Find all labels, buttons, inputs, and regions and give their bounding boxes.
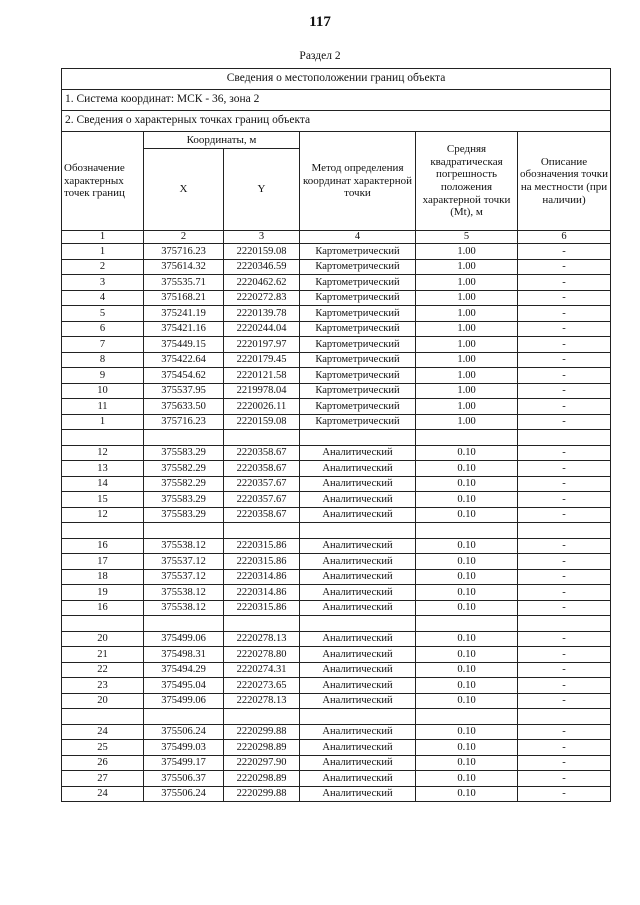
method-cell: Аналитический — [300, 445, 416, 461]
description-cell: - — [518, 445, 611, 461]
description-cell: - — [518, 476, 611, 492]
x-coordinate-cell: 375583.29 — [144, 492, 224, 508]
y-coordinate-cell: 2220297.90 — [224, 755, 300, 771]
empty-cell — [224, 430, 300, 446]
page-number: 117 — [309, 14, 331, 30]
table-row — [62, 368, 611, 384]
table-row — [62, 399, 611, 415]
x-coordinate-cell: 375498.31 — [144, 647, 224, 663]
accuracy-cell: 0.10 — [416, 724, 518, 740]
point-id-cell: 12 — [62, 445, 144, 461]
accuracy-cell: 0.10 — [416, 476, 518, 492]
table-row — [62, 306, 611, 322]
description-cell: - — [518, 507, 611, 523]
description-cell: - — [518, 600, 611, 616]
method-cell: Картометрический — [300, 306, 416, 322]
y-coordinate-cell: 2220357.67 — [224, 492, 300, 508]
accuracy-cell: 1.00 — [416, 414, 518, 430]
accuracy-cell: 1.00 — [416, 306, 518, 322]
method-cell: Картометрический — [300, 290, 416, 306]
method-cell: Аналитический — [300, 786, 416, 802]
header-method: Метод определения координат характерной точки — [300, 132, 416, 231]
table-row — [62, 755, 611, 771]
table-row — [62, 383, 611, 399]
table-row — [62, 461, 611, 477]
method-cell: Аналитический — [300, 476, 416, 492]
accuracy-cell: 0.10 — [416, 492, 518, 508]
y-coordinate-cell: 2220244.04 — [224, 321, 300, 337]
point-id-cell: 16 — [62, 538, 144, 554]
table-row — [62, 554, 611, 570]
description-cell: - — [518, 647, 611, 663]
y-coordinate-cell: 2220358.67 — [224, 445, 300, 461]
empty-cell — [518, 709, 611, 725]
method-cell: Картометрический — [300, 321, 416, 337]
method-cell: Картометрический — [300, 244, 416, 260]
empty-cell — [518, 616, 611, 632]
accuracy-cell: 0.10 — [416, 647, 518, 663]
point-id-cell: 24 — [62, 786, 144, 802]
point-id-cell: 11 — [62, 399, 144, 415]
description-cell: - — [518, 383, 611, 399]
point-id-cell: 8 — [62, 352, 144, 368]
x-coordinate-cell: 375537.12 — [144, 569, 224, 585]
empty-cell — [300, 430, 416, 446]
empty-cell — [62, 709, 144, 725]
accuracy-cell: 0.10 — [416, 662, 518, 678]
column-number-row — [62, 231, 611, 244]
accuracy-cell: 0.10 — [416, 678, 518, 694]
empty-cell — [518, 523, 611, 539]
x-coordinate-cell: 375716.23 — [144, 414, 224, 430]
table-row — [62, 662, 611, 678]
x-coordinate-cell: 375454.62 — [144, 368, 224, 384]
accuracy-cell: 0.10 — [416, 740, 518, 756]
description-cell: - — [518, 755, 611, 771]
table-row — [62, 492, 611, 508]
y-coordinate-cell: 2220121.58 — [224, 368, 300, 384]
y-coordinate-cell: 2220358.67 — [224, 507, 300, 523]
method-cell: Аналитический — [300, 647, 416, 663]
x-coordinate-cell: 375168.21 — [144, 290, 224, 306]
description-cell: - — [518, 631, 611, 647]
point-id-cell: 16 — [62, 600, 144, 616]
table-row — [62, 693, 611, 709]
y-coordinate-cell: 2220197.97 — [224, 337, 300, 353]
point-id-cell: 10 — [62, 383, 144, 399]
description-cell: - — [518, 786, 611, 802]
accuracy-cell: 1.00 — [416, 399, 518, 415]
point-id-cell: 4 — [62, 290, 144, 306]
empty-cell — [416, 709, 518, 725]
table-row — [62, 600, 611, 616]
table-row — [62, 740, 611, 756]
method-cell: Картометрический — [300, 337, 416, 353]
y-coordinate-cell: 2220179.45 — [224, 352, 300, 368]
accuracy-cell: 0.10 — [416, 538, 518, 554]
description-cell: - — [518, 771, 611, 787]
empty-cell — [224, 523, 300, 539]
point-id-cell: 20 — [62, 693, 144, 709]
y-coordinate-cell: 2220315.86 — [224, 538, 300, 554]
description-cell: - — [518, 414, 611, 430]
description-cell: - — [518, 306, 611, 322]
accuracy-cell: 0.10 — [416, 693, 518, 709]
accuracy-cell: 1.00 — [416, 244, 518, 260]
accuracy-cell: 0.10 — [416, 755, 518, 771]
accuracy-cell: 0.10 — [416, 569, 518, 585]
empty-cell — [62, 616, 144, 632]
y-coordinate-cell: 2220314.86 — [224, 585, 300, 601]
x-coordinate-cell: 375633.50 — [144, 399, 224, 415]
table-row — [62, 786, 611, 802]
y-coordinate-cell: 2220278.13 — [224, 693, 300, 709]
description-cell: - — [518, 492, 611, 508]
empty-cell — [224, 616, 300, 632]
x-coordinate-cell: 375494.29 — [144, 662, 224, 678]
section-label: Раздел 2 — [299, 50, 341, 62]
point-id-cell: 23 — [62, 678, 144, 694]
accuracy-cell: 1.00 — [416, 259, 518, 275]
method-cell: Аналитический — [300, 740, 416, 756]
points-heading: 2. Сведения о характерных точках границ объекта — [62, 111, 611, 132]
table-row — [62, 585, 611, 601]
y-coordinate-cell: 2220299.88 — [224, 724, 300, 740]
y-coordinate-cell: 2219978.04 — [224, 383, 300, 399]
method-cell: Картометрический — [300, 368, 416, 384]
description-cell: - — [518, 275, 611, 291]
point-id-cell: 24 — [62, 724, 144, 740]
x-coordinate-cell: 375716.23 — [144, 244, 224, 260]
x-coordinate-cell: 375495.04 — [144, 678, 224, 694]
point-id-cell: 26 — [62, 755, 144, 771]
x-coordinate-cell: 375506.37 — [144, 771, 224, 787]
method-cell: Картометрический — [300, 399, 416, 415]
method-cell: Аналитический — [300, 631, 416, 647]
description-cell: - — [518, 399, 611, 415]
table-row — [62, 569, 611, 585]
point-id-cell: 13 — [62, 461, 144, 477]
method-cell: Картометрический — [300, 414, 416, 430]
table-row — [62, 259, 611, 275]
table-title: Сведения о местоположении границ объекта — [62, 69, 611, 90]
accuracy-cell: 1.00 — [416, 321, 518, 337]
description-cell: - — [518, 585, 611, 601]
table-row — [62, 337, 611, 353]
x-coordinate-cell: 375582.29 — [144, 476, 224, 492]
y-coordinate-cell: 2220299.88 — [224, 786, 300, 802]
x-coordinate-cell: 375506.24 — [144, 786, 224, 802]
point-id-cell: 5 — [62, 306, 144, 322]
description-cell: - — [518, 461, 611, 477]
accuracy-cell: 1.00 — [416, 383, 518, 399]
accuracy-cell: 0.10 — [416, 445, 518, 461]
empty-cell — [416, 616, 518, 632]
y-coordinate-cell: 2220278.13 — [224, 631, 300, 647]
table-row — [62, 414, 611, 430]
description-cell: - — [518, 693, 611, 709]
point-id-cell: 2 — [62, 259, 144, 275]
method-cell: Аналитический — [300, 507, 416, 523]
method-cell: Картометрический — [300, 259, 416, 275]
point-id-cell: 1 — [62, 414, 144, 430]
y-coordinate-cell: 2220272.83 — [224, 290, 300, 306]
y-coordinate-cell: 2220314.86 — [224, 569, 300, 585]
y-coordinate-cell: 2220358.67 — [224, 461, 300, 477]
method-cell: Аналитический — [300, 693, 416, 709]
column-number: 4 — [300, 231, 416, 244]
accuracy-cell: 0.10 — [416, 461, 518, 477]
header-x: X — [144, 149, 224, 231]
point-id-cell: 14 — [62, 476, 144, 492]
x-coordinate-cell: 375499.17 — [144, 755, 224, 771]
method-cell: Аналитический — [300, 492, 416, 508]
accuracy-cell: 0.10 — [416, 507, 518, 523]
method-cell: Картометрический — [300, 352, 416, 368]
point-id-cell: 19 — [62, 585, 144, 601]
point-id-cell: 9 — [62, 368, 144, 384]
y-coordinate-cell: 2220273.65 — [224, 678, 300, 694]
accuracy-cell: 0.10 — [416, 554, 518, 570]
description-cell: - — [518, 290, 611, 306]
table-row — [62, 647, 611, 663]
y-coordinate-cell: 2220346.59 — [224, 259, 300, 275]
accuracy-cell: 0.10 — [416, 771, 518, 787]
accuracy-cell: 0.10 — [416, 600, 518, 616]
description-cell: - — [518, 352, 611, 368]
x-coordinate-cell: 375499.06 — [144, 631, 224, 647]
empty-cell — [518, 430, 611, 446]
description-cell: - — [518, 724, 611, 740]
method-cell: Аналитический — [300, 538, 416, 554]
accuracy-cell: 1.00 — [416, 290, 518, 306]
point-id-cell: 25 — [62, 740, 144, 756]
point-id-cell: 6 — [62, 321, 144, 337]
table-body — [62, 244, 611, 802]
column-number: 6 — [518, 231, 611, 244]
method-cell: Аналитический — [300, 569, 416, 585]
header-coordinates: Координаты, м — [144, 132, 300, 149]
x-coordinate-cell: 375538.12 — [144, 538, 224, 554]
x-coordinate-cell: 375582.29 — [144, 461, 224, 477]
accuracy-cell: 1.00 — [416, 337, 518, 353]
point-id-cell: 3 — [62, 275, 144, 291]
x-coordinate-cell: 375614.32 — [144, 259, 224, 275]
point-id-cell: 17 — [62, 554, 144, 570]
table-row — [62, 724, 611, 740]
description-cell: - — [518, 554, 611, 570]
x-coordinate-cell: 375537.12 — [144, 554, 224, 570]
empty-cell — [62, 430, 144, 446]
group-separator-row — [62, 430, 611, 446]
table-row — [62, 631, 611, 647]
empty-cell — [416, 430, 518, 446]
group-separator-row — [62, 523, 611, 539]
empty-cell — [62, 523, 144, 539]
point-id-cell: 1 — [62, 244, 144, 260]
description-cell: - — [518, 662, 611, 678]
x-coordinate-cell: 375241.19 — [144, 306, 224, 322]
method-cell: Аналитический — [300, 755, 416, 771]
group-separator-row — [62, 709, 611, 725]
empty-cell — [416, 523, 518, 539]
point-id-cell: 22 — [62, 662, 144, 678]
description-cell: - — [518, 740, 611, 756]
y-coordinate-cell: 2220357.67 — [224, 476, 300, 492]
y-coordinate-cell: 2220298.89 — [224, 771, 300, 787]
table-row — [62, 771, 611, 787]
method-cell: Аналитический — [300, 600, 416, 616]
y-coordinate-cell: 2220315.86 — [224, 600, 300, 616]
empty-cell — [144, 709, 224, 725]
column-number: 1 — [62, 231, 144, 244]
y-coordinate-cell: 2220298.89 — [224, 740, 300, 756]
point-id-cell: 27 — [62, 771, 144, 787]
y-coordinate-cell: 2220139.78 — [224, 306, 300, 322]
table-row — [62, 352, 611, 368]
header-point-designation: Обозначение характерных точек границ — [62, 132, 144, 231]
x-coordinate-cell: 375499.03 — [144, 740, 224, 756]
accuracy-cell: 0.10 — [416, 631, 518, 647]
point-id-cell: 18 — [62, 569, 144, 585]
accuracy-cell: 1.00 — [416, 368, 518, 384]
table-row — [62, 678, 611, 694]
accuracy-cell: 0.10 — [416, 585, 518, 601]
x-coordinate-cell: 375537.95 — [144, 383, 224, 399]
description-cell: - — [518, 368, 611, 384]
table-row — [62, 290, 611, 306]
method-cell: Аналитический — [300, 678, 416, 694]
empty-cell — [300, 709, 416, 725]
table-row — [62, 476, 611, 492]
x-coordinate-cell: 375583.29 — [144, 507, 224, 523]
header-description: Описание обозначения точки на местности (при наличии) — [518, 132, 611, 231]
description-cell: - — [518, 678, 611, 694]
x-coordinate-cell: 375421.16 — [144, 321, 224, 337]
method-cell: Аналитический — [300, 662, 416, 678]
empty-cell — [224, 709, 300, 725]
empty-cell — [300, 523, 416, 539]
header-accuracy: Средняя квадратическая погрешность положения характерной точки (Mt), м — [416, 132, 518, 231]
table-row — [62, 321, 611, 337]
x-coordinate-cell: 375535.71 — [144, 275, 224, 291]
column-number: 5 — [416, 231, 518, 244]
column-number: 2 — [144, 231, 224, 244]
method-cell: Аналитический — [300, 724, 416, 740]
y-coordinate-cell: 2220315.86 — [224, 554, 300, 570]
x-coordinate-cell: 375538.12 — [144, 600, 224, 616]
method-cell: Аналитический — [300, 585, 416, 601]
y-coordinate-cell: 2220159.08 — [224, 244, 300, 260]
description-cell: - — [518, 569, 611, 585]
table-row — [62, 507, 611, 523]
x-coordinate-cell: 375538.12 — [144, 585, 224, 601]
y-coordinate-cell: 2220278.80 — [224, 647, 300, 663]
method-cell: Аналитический — [300, 461, 416, 477]
point-id-cell: 20 — [62, 631, 144, 647]
table-row — [62, 244, 611, 260]
header-y: Y — [224, 149, 300, 231]
point-id-cell: 15 — [62, 492, 144, 508]
table-row — [62, 445, 611, 461]
description-cell: - — [518, 244, 611, 260]
description-cell: - — [518, 337, 611, 353]
y-coordinate-cell: 2220274.31 — [224, 662, 300, 678]
method-cell: Аналитический — [300, 771, 416, 787]
y-coordinate-cell: 2220026.11 — [224, 399, 300, 415]
coord-system: 1. Система координат: МСК - 36, зона 2 — [62, 90, 611, 111]
method-cell: Картометрический — [300, 275, 416, 291]
y-coordinate-cell: 2220159.08 — [224, 414, 300, 430]
y-coordinate-cell: 2220462.62 — [224, 275, 300, 291]
point-id-cell: 12 — [62, 507, 144, 523]
point-id-cell: 21 — [62, 647, 144, 663]
description-cell: - — [518, 259, 611, 275]
point-id-cell: 7 — [62, 337, 144, 353]
group-separator-row — [62, 616, 611, 632]
x-coordinate-cell: 375449.15 — [144, 337, 224, 353]
method-cell: Картометрический — [300, 383, 416, 399]
description-cell: - — [518, 538, 611, 554]
accuracy-cell: 1.00 — [416, 275, 518, 291]
boundary-points-table — [61, 68, 611, 802]
x-coordinate-cell: 375422.64 — [144, 352, 224, 368]
empty-cell — [144, 430, 224, 446]
description-cell: - — [518, 321, 611, 337]
empty-cell — [144, 616, 224, 632]
table-row — [62, 538, 611, 554]
column-number: 3 — [224, 231, 300, 244]
accuracy-cell: 1.00 — [416, 352, 518, 368]
accuracy-cell: 0.10 — [416, 786, 518, 802]
method-cell: Аналитический — [300, 554, 416, 570]
empty-cell — [300, 616, 416, 632]
x-coordinate-cell: 375506.24 — [144, 724, 224, 740]
table-row — [62, 275, 611, 291]
x-coordinate-cell: 375583.29 — [144, 445, 224, 461]
x-coordinate-cell: 375499.06 — [144, 693, 224, 709]
empty-cell — [144, 523, 224, 539]
